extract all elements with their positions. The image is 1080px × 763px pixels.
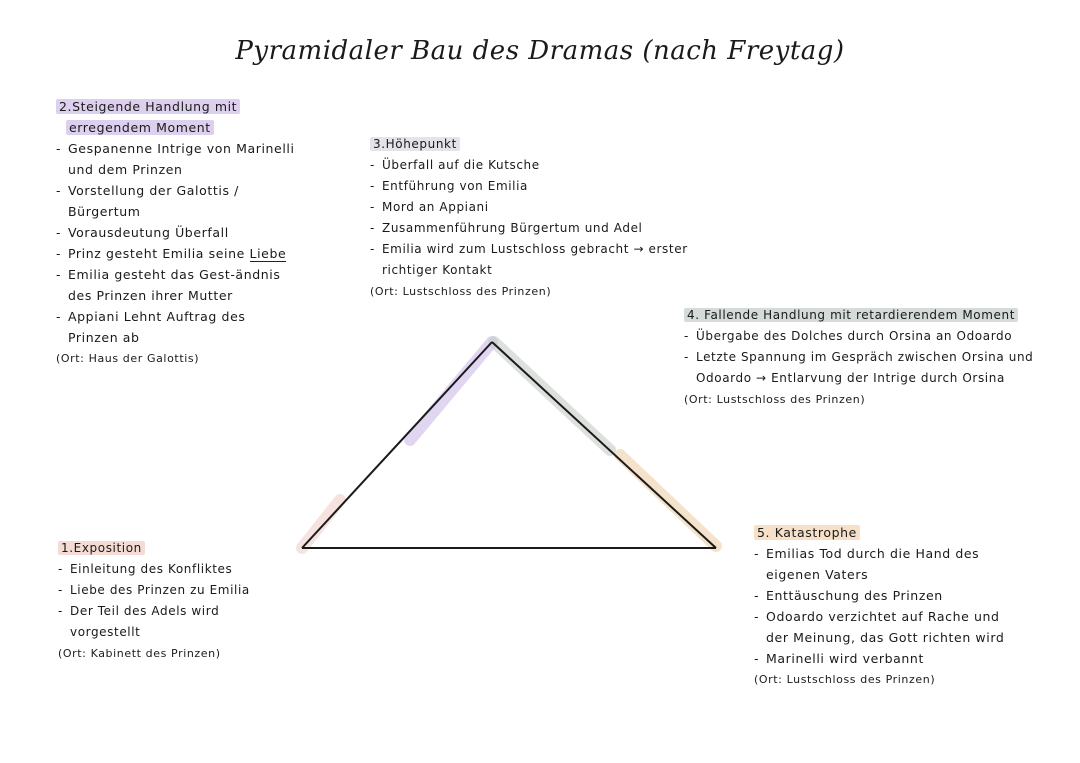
rising-action-heading-line2: erregendem Moment (66, 120, 214, 135)
list-item: - Zusammenführung Bürgertum und Adel (370, 218, 690, 239)
list-item (56, 243, 296, 264)
diagram-title: Pyramidaler Bau des Dramas (nach Freytag) (235, 36, 845, 66)
list-item: - Vorausdeutung Überfall (56, 222, 296, 243)
falling-action-heading (684, 305, 1044, 326)
location-note: (Ort: Kabinett des Prinzen) (58, 647, 221, 660)
list-item: - Letzte Spannung im Gespräch zwischen Orsina und Odoardo → Entlarvung der Intrige durch Orsina (684, 347, 1044, 389)
rising-action-heading (56, 96, 296, 138)
list-item: - Gespanenne Intrige von Marinelli und dem Prinzen (56, 138, 296, 180)
list-item: - Entführung von Emilia (370, 176, 690, 197)
rising-action-list (56, 138, 296, 348)
left-side-line (302, 342, 492, 548)
location-note: (Ort: Lustschloss des Prinzen) (684, 393, 866, 406)
underlined-word: Liebe (249, 246, 287, 261)
rising-action-block (56, 96, 296, 369)
list-item: - Enttäuschung des Prinzen (754, 585, 1014, 606)
list-item: - Appiani Lehnt Auftrag des Prinzen ab (56, 306, 296, 348)
catastrophe-heading-text: 5. Katastrophe (754, 525, 860, 540)
catastrophe-block (754, 522, 1014, 690)
climax-heading (370, 134, 690, 155)
list-item: - Marinelli wird verbannt (754, 648, 1014, 669)
list-item: - Emilia gesteht das Gest-ändnis des Prinzen ihrer Mutter (56, 264, 296, 306)
list-item: - Übergabe des Dolches durch Orsina an Odoardo (684, 326, 1044, 347)
climax-list (370, 155, 690, 281)
list-item: - Vorstellung der Galottis / Bürgertum (56, 180, 296, 222)
list-item: - Liebe des Prinzen zu Emilia (58, 580, 288, 601)
location-note: (Ort: Lustschloss des Prinzen) (370, 285, 552, 298)
climax-heading-text: 3.Höhepunkt (370, 137, 460, 151)
location-note: (Ort: Lustschloss des Prinzen) (754, 673, 936, 686)
list-item: - Emilia wird zum Lustschloss gebracht → erster richtiger Kontakt (370, 239, 690, 281)
falling-action-block (684, 305, 1044, 410)
catastrophe-heading (754, 522, 1014, 543)
falling-action-list (684, 326, 1044, 389)
rising-action-heading-line1: 2.Steigende Handlung mit (56, 99, 240, 114)
list-item: - Der Teil des Adels wird vorgestellt (58, 601, 288, 643)
exposition-heading (58, 538, 288, 559)
list-item: - Überfall auf die Kutsche (370, 155, 690, 176)
list-item: - Emilias Tod durch die Hand des eigenen Vaters (754, 543, 1014, 585)
list-item: - Mord an Appiani (370, 197, 690, 218)
exposition-list (58, 559, 288, 643)
climax-block (370, 134, 690, 302)
exposition-block (58, 538, 288, 664)
catastrophe-list (754, 543, 1014, 669)
exposition-heading-text: 1.Exposition (58, 541, 145, 555)
location-note: (Ort: Haus der Galottis) (56, 352, 200, 365)
list-item: - Einleitung des Konfliktes (58, 559, 288, 580)
list-item-text: Prinz gesteht Emilia seine (68, 246, 250, 261)
list-item: - Odoardo verzichtet auf Rache und der Meinung, das Gott richten wird (754, 606, 1014, 648)
catastrophe-glow (620, 455, 716, 546)
right-side-line (492, 342, 716, 548)
falling-action-heading-text: 4. Fallende Handlung mit retardierendem Moment (684, 308, 1018, 322)
